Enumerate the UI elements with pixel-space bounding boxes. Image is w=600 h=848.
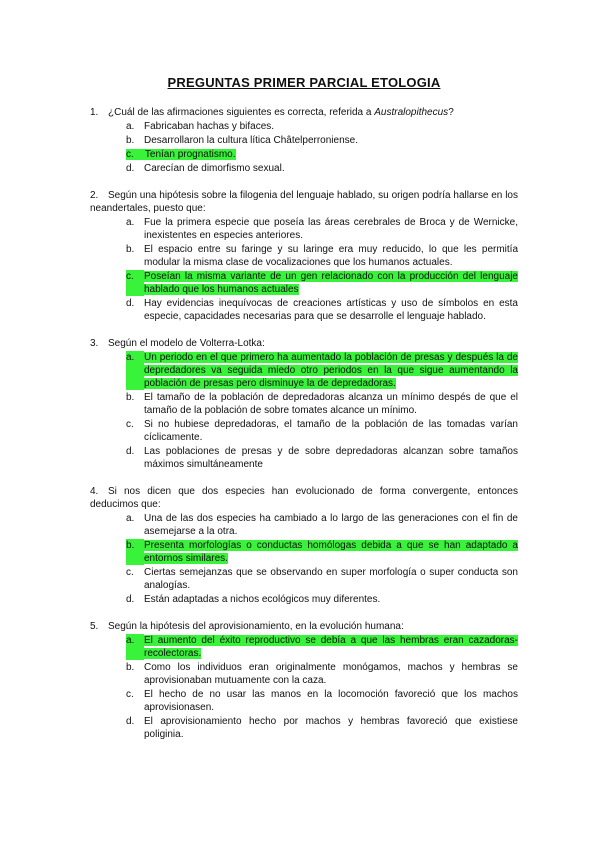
option-c: c. Si no hubiese depredadoras, el tamaño de la población de las tomadas varían cíclicamente. bbox=[126, 419, 518, 443]
option-c: c. Ciertas semejanzas que se observando en super morfología o super conducta son analogías. bbox=[126, 567, 518, 591]
option-list bbox=[126, 351, 518, 471]
question-3 bbox=[90, 337, 518, 471]
option-b: b. Desarrollaron la cultura lítica Châtelperroniense. bbox=[126, 135, 358, 146]
option-a: a. Una de las dos especies ha cambiado a lo largo de las generaciones con el fin de asemejarse a la otra. bbox=[126, 513, 518, 537]
option-a: a. Fabricaban hachas y bifaces. bbox=[126, 121, 275, 132]
question-number: 5. bbox=[90, 621, 99, 632]
question-text: Si nos dicen que dos especies han evolucionado de forma convergente, entonces deducimos que: bbox=[90, 486, 518, 510]
option-a-correct: a. Un periodo en el que primero ha aumentado la población de presas y después la de depredadores va seguida miedo otro periodos en la que sigue aumentando la población de presas pero disminuye la de depredadoras. bbox=[126, 352, 518, 389]
question-header bbox=[90, 106, 518, 119]
question-header bbox=[90, 337, 518, 350]
question-5 bbox=[90, 620, 518, 741]
question-2 bbox=[90, 189, 518, 323]
option-list bbox=[126, 634, 518, 741]
question-number: 4. bbox=[90, 486, 99, 497]
question-4 bbox=[90, 485, 518, 606]
option-list bbox=[126, 120, 518, 175]
option-list bbox=[126, 512, 518, 606]
option-a: a. Fue la primera especie que poseía las áreas cerebrales de Broca y de Wernicke, inexistentes en especies anteriores. bbox=[126, 217, 518, 241]
correct-answer-highlight: c. Tenían prognatismo. bbox=[126, 149, 236, 160]
question-text: Según la hipótesis del aprovisionamiento, en la evolución humana: bbox=[108, 621, 404, 632]
correct-answer-highlight: Un periodo en el que primero ha aumentado la población de presas y después la de depredadores va seguida miedo otro periodos en la que sigue aumentando la población de presas pero disminuye la de depredadoras. bbox=[144, 352, 518, 389]
option-c-correct: c. Poseían la misma variante de un gen relacionado con la producción del lenguaje hablado que los humanos actuales bbox=[126, 271, 518, 295]
question-text: Según una hipótesis sobre la filogenia del lenguaje hablado, su origen podría hallarse en los neandertales, puesto que: bbox=[90, 190, 518, 214]
option-d: d. Están adaptadas a nichos ecológicos muy diferentes. bbox=[126, 594, 381, 605]
option-c: c. El hecho de no usar las manos en la locomoción favoreció que los machos aprovisionasen. bbox=[126, 689, 518, 713]
question-header bbox=[90, 620, 518, 633]
option-c-correct bbox=[126, 148, 518, 161]
option-d: d. Las poblaciones de presas y de sobre depredadoras alcanzan sobre tamaños máximos simultáneamente bbox=[126, 446, 518, 470]
option-list bbox=[126, 216, 518, 323]
correct-answer-highlight: El aumento del éxito reproductivo se debía a que las hembras eran cazadoras-recolectoras. bbox=[144, 635, 518, 659]
species-name: Australopithecus bbox=[374, 107, 449, 118]
option-d: d. Hay evidencias inequívocas de creaciones artísticas y uso de símbolos en esta especie, capacidades necesarias para que se desarrolle el lenguaje hablado. bbox=[126, 298, 518, 322]
question-header bbox=[90, 485, 518, 511]
question-1 bbox=[90, 106, 518, 175]
option-b: b. El tamaño de la población de depredadoras alcanza un mínimo despés de que el tamaño de la población de sobre tomates alcance un mínimo. bbox=[126, 392, 518, 416]
page-title: PREGUNTAS PRIMER PARCIAL ETOLOGIA bbox=[167, 75, 441, 90]
option-b-correct: b. Presenta morfologías o conductas homólogas debida a que se han adaptado a entornos similares. bbox=[126, 540, 518, 564]
option-d: d. El aprovisionamiento hecho por machos y hembras favoreció que existiese poliginia. bbox=[126, 716, 518, 740]
question-header bbox=[90, 189, 518, 215]
option-b: b. El espacio entre su faringe y su laringe era muy reducido, lo que les permitía modular la misma clase de vocalizaciones que los humanos actuales. bbox=[126, 244, 518, 268]
question-text: Según el modelo de Volterra-Lotka: bbox=[108, 338, 265, 349]
question-number: 3. bbox=[90, 338, 99, 349]
option-b: b. Como los individuos eran originalmente monógamos, machos y hembras se aprovisionaban mutuamente con la caza. bbox=[126, 662, 518, 686]
option-d: d. Carecían de dimorfismo sexual. bbox=[126, 163, 285, 174]
option-a-correct: a. El aumento del éxito reproductivo se debía a que las hembras eran cazadoras-recolectoras. bbox=[126, 635, 518, 659]
correct-answer-highlight: Poseían la misma variante de un gen relacionado con la producción del lenguaje hablado que los humanos actuales bbox=[144, 271, 518, 295]
question-text: ¿Cuál de las afirmaciones siguientes es correcta, referida a Australopithecus? bbox=[108, 107, 454, 118]
question-number: 1. bbox=[90, 107, 99, 118]
question-number: 2. bbox=[90, 190, 99, 201]
correct-answer-highlight: Presenta morfologías o conductas homólogas debida a que se han adaptado a entornos similares. bbox=[144, 540, 518, 564]
